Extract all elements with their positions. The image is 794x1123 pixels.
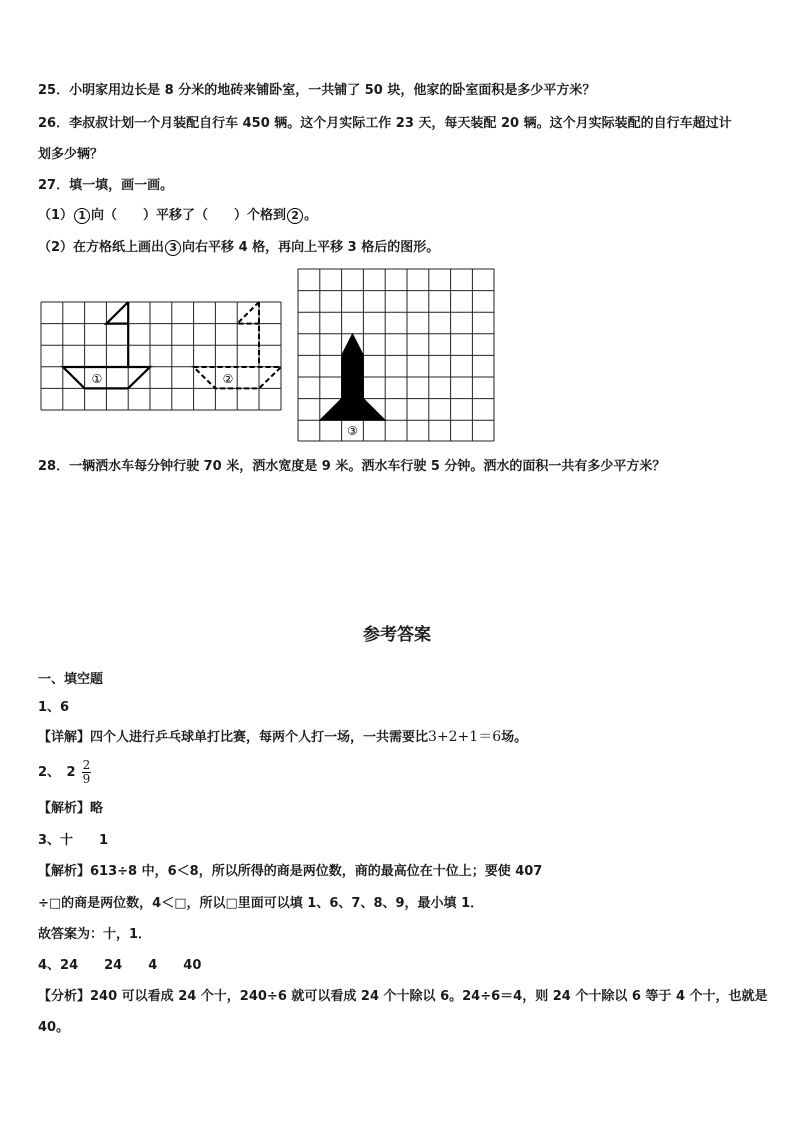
answer-3-line1: 【解析】613÷8 中，6＜8，所以所得的商是两位数，商的最高位在十位上；要使 407 <box>38 864 543 879</box>
answer-4-line2: 40。 <box>38 1020 70 1035</box>
boat-label-2: ② <box>222 372 234 386</box>
answer-3: 3、十 1 <box>38 833 109 848</box>
left-grid-lines <box>41 302 281 410</box>
part1-prefix: （1） <box>38 208 74 223</box>
boat-label-1: ① <box>91 372 103 386</box>
answer-2-analysis: 【解析】略 <box>38 801 104 816</box>
answer-2 <box>38 758 91 788</box>
question-25: 25．小明家用边长是 8 分米的地砖来铺卧室，一共铺了 50 块，他家的卧室面积是多少平方米？ <box>38 83 596 98</box>
part2-prefix: （2）在方格纸上画出 <box>38 240 165 255</box>
section-heading: 一、填空题 <box>38 672 104 687</box>
answer-1-detail <box>38 728 527 747</box>
answer-2-fraction <box>82 759 92 786</box>
rocket-label-3: ③ <box>347 424 358 438</box>
answer-1-detail-math: 3+2+1＝6 <box>428 729 502 745</box>
answer-4-line1: 【分析】240 可以看成 24 个十，240÷6 就可以看成 24 个十除以 6。24÷6＝4，则 24 个十除以 6 等于 4 个十，也就是 <box>38 989 768 1004</box>
fraction-denominator: 9 <box>82 772 91 786</box>
part2-text: 向右平移 4 格，再向上平移 3 格后的图形。 <box>182 240 440 255</box>
answer-1-detail-text: 【详解】四个人进行乒乓球单打比赛，每两个人打一场，一共需要比 <box>38 730 429 745</box>
fraction-numerator: 2 <box>82 758 91 772</box>
circle-label-2: 2 <box>287 208 303 224</box>
part1-text-b: 。 <box>304 208 318 223</box>
question-26-line1: 26．李叔叔计划一个月装配自行车 450 辆。这个月实际工作 23 天，每天装配 20 辆。这个月实际装配的自行车超过计 <box>38 116 732 131</box>
answer-4: 4、24 24 4 40 <box>38 958 202 973</box>
answer-2-prefix: 2、 2 <box>38 765 76 780</box>
question-27: 27．填一填，画一画。 <box>38 178 174 193</box>
answers-title: 参考答案 <box>363 625 431 645</box>
answer-3-line2: ÷□的商是两位数，4＜□，所以□里面可以填 1、6、7、8、9，最小填 1． <box>38 896 484 911</box>
question-26-line2: 划多少辆？ <box>38 147 104 162</box>
part1-text-a: 向（ ）平移了（ ）个格到 <box>91 208 287 223</box>
answer-1-detail-suffix: 场。 <box>501 730 528 745</box>
question-28: 28．一辆洒水车每分钟行驶 70 米，洒水宽度是 9 米。洒水车行驶 5 分钟。洒水的面积一共有多少平方米？ <box>38 459 666 474</box>
circle-label-1: 1 <box>74 208 90 224</box>
circle-label-3: 3 <box>165 240 181 256</box>
answer-1: 1、6 <box>38 700 70 715</box>
answer-3-line3: 故答案为：十，1． <box>38 927 152 942</box>
